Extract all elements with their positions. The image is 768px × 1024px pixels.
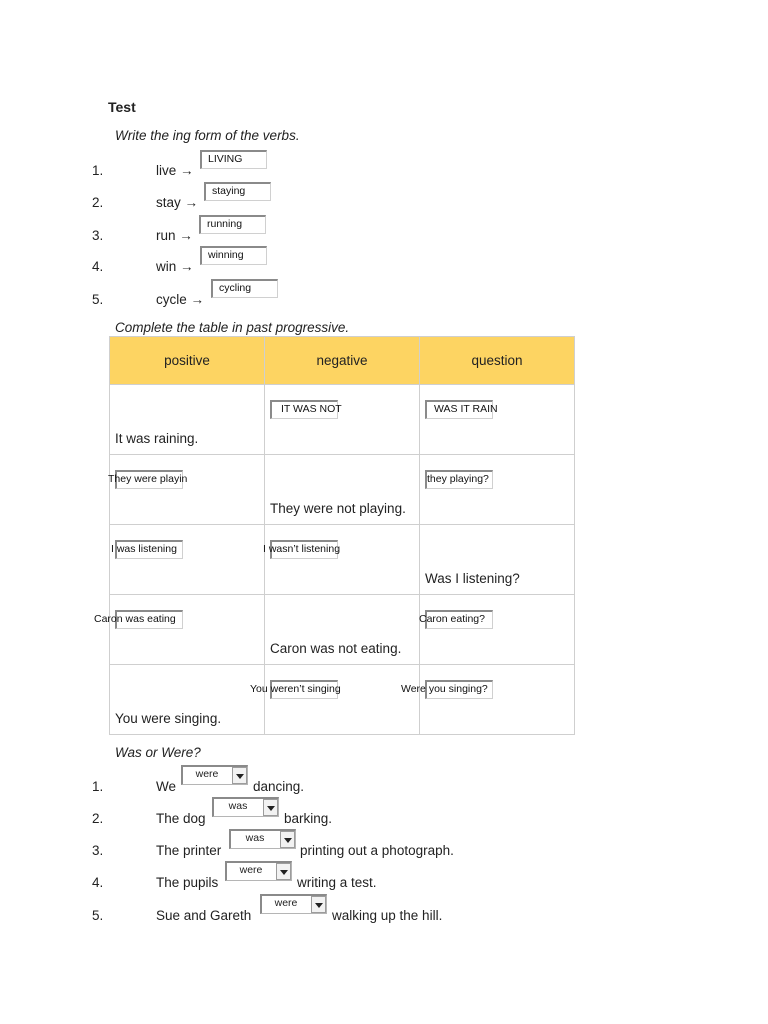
answer-text: IT WAS NOT xyxy=(281,403,342,415)
section2-instruction: Complete the table in past progressive. xyxy=(115,320,350,335)
answer-text: You weren’t singing xyxy=(250,683,341,695)
answer-text: They were playin xyxy=(108,473,188,485)
table-row xyxy=(110,595,575,665)
chevron-down-icon[interactable] xyxy=(311,896,326,913)
was-were-dropdown[interactable] xyxy=(181,765,248,785)
section3-instruction: Was or Were? xyxy=(115,745,201,760)
item-number: 2. xyxy=(92,195,104,210)
table-cell xyxy=(265,595,420,665)
verb-label: cycle → xyxy=(156,292,205,307)
answer-text: I wasn’t listening xyxy=(263,543,341,555)
chevron-down-icon[interactable] xyxy=(232,767,247,784)
sentence-start: The printer xyxy=(156,843,222,858)
item-number: 5. xyxy=(92,908,104,923)
chevron-down-icon[interactable] xyxy=(263,799,278,816)
table-row xyxy=(110,455,575,525)
table-row xyxy=(110,525,575,595)
table-header-row xyxy=(110,337,575,385)
answer-input[interactable] xyxy=(419,610,493,629)
list-item xyxy=(0,153,768,181)
table-cell xyxy=(420,595,575,665)
table-cell xyxy=(265,385,420,455)
answer-text: Caron eating? xyxy=(419,613,485,625)
answer-input[interactable]: winning xyxy=(200,246,267,265)
answer-input[interactable] xyxy=(425,400,498,419)
list-item xyxy=(0,832,768,861)
dropdown-value: were xyxy=(195,768,219,780)
sentence-end: printing out a photograph. xyxy=(300,843,454,858)
sentence-end: writing a test. xyxy=(297,875,377,890)
verb-label: stay → xyxy=(156,195,199,210)
table-cell xyxy=(110,455,265,525)
answer-input[interactable] xyxy=(270,400,342,419)
section1-instruction: Write the ing form of the verbs. xyxy=(115,128,300,143)
table-cell xyxy=(110,385,265,455)
answer-input[interactable] xyxy=(263,540,341,559)
list-item xyxy=(0,249,768,277)
sentence-start: The pupils xyxy=(156,875,219,890)
item-number: 1. xyxy=(92,163,104,178)
cell-text: You were singing. xyxy=(115,711,222,726)
list-item xyxy=(0,218,768,246)
past-progressive-table xyxy=(94,336,575,735)
table-cell xyxy=(265,525,420,595)
item-number: 3. xyxy=(92,843,104,858)
page-title: Test xyxy=(108,99,136,115)
list-item xyxy=(0,185,768,213)
cell-text: Caron was not eating. xyxy=(270,641,402,656)
answer-input[interactable] xyxy=(425,470,493,489)
sentence-end: dancing. xyxy=(253,779,305,794)
verb-label: win → xyxy=(156,259,194,274)
answer-input[interactable] xyxy=(108,470,188,489)
answer-text: Were you singing? xyxy=(401,683,488,695)
item-number: 4. xyxy=(92,259,104,274)
answer-text: I was listening xyxy=(111,543,177,555)
sentence-end: walking up the hill. xyxy=(332,908,443,923)
table-cell xyxy=(401,665,575,735)
answer-input[interactable]: LIVING xyxy=(200,150,267,169)
answer-text: WAS IT RAIN xyxy=(434,403,498,415)
was-were-dropdown[interactable] xyxy=(260,894,327,914)
table-cell xyxy=(265,455,420,525)
table-cell xyxy=(250,665,420,735)
verb-label: run → xyxy=(156,228,193,243)
answer-text: they playing? xyxy=(427,473,489,485)
answer-input[interactable] xyxy=(401,680,493,699)
item-number: 4. xyxy=(92,875,104,890)
list-item xyxy=(0,768,768,797)
table-row xyxy=(110,665,575,735)
cell-text: Was I listening? xyxy=(425,571,520,586)
was-were-dropdown[interactable] xyxy=(212,797,279,817)
was-were-dropdown[interactable] xyxy=(229,829,296,849)
table-cell xyxy=(420,455,575,525)
item-number: 1. xyxy=(92,779,104,794)
column-header-positive: positive xyxy=(110,337,265,385)
list-item xyxy=(0,864,768,893)
answer-input[interactable] xyxy=(250,680,341,699)
column-header-negative: negative xyxy=(265,337,420,385)
answer-input[interactable] xyxy=(111,540,183,559)
table-cell xyxy=(94,595,265,665)
chevron-down-icon[interactable] xyxy=(280,831,295,848)
answer-input[interactable]: staying xyxy=(204,182,271,201)
list-item xyxy=(0,282,768,310)
dropdown-value: were xyxy=(239,864,263,876)
sentence-start: Sue and Gareth xyxy=(156,908,252,923)
table-cell xyxy=(110,665,265,735)
table-cell xyxy=(420,525,575,595)
answer-text: Caron was eating xyxy=(94,613,176,625)
chevron-down-icon[interactable] xyxy=(276,863,291,880)
list-item xyxy=(0,897,768,926)
sentence-start: We xyxy=(156,779,177,794)
table-cell xyxy=(420,385,575,455)
answer-input[interactable]: running xyxy=(199,215,266,234)
verb-label: live → xyxy=(156,163,194,178)
list-item xyxy=(0,800,768,829)
item-number: 3. xyxy=(92,228,104,243)
column-header-question: question xyxy=(420,337,575,385)
dropdown-value: were xyxy=(274,897,298,909)
item-number: 2. xyxy=(92,811,104,826)
table-cell xyxy=(110,525,265,595)
sentence-end: barking. xyxy=(284,811,333,826)
was-were-dropdown[interactable] xyxy=(225,861,292,881)
cell-text: They were not playing. xyxy=(270,501,406,516)
sentence-start: The dog xyxy=(156,811,206,826)
dropdown-value: was xyxy=(228,800,248,812)
dropdown-value: was xyxy=(245,832,265,844)
cell-text: It was raining. xyxy=(115,431,199,446)
table-row xyxy=(110,385,575,455)
answer-input[interactable] xyxy=(94,610,183,629)
answer-input[interactable]: cycling xyxy=(211,279,278,298)
item-number: 5. xyxy=(92,292,104,307)
